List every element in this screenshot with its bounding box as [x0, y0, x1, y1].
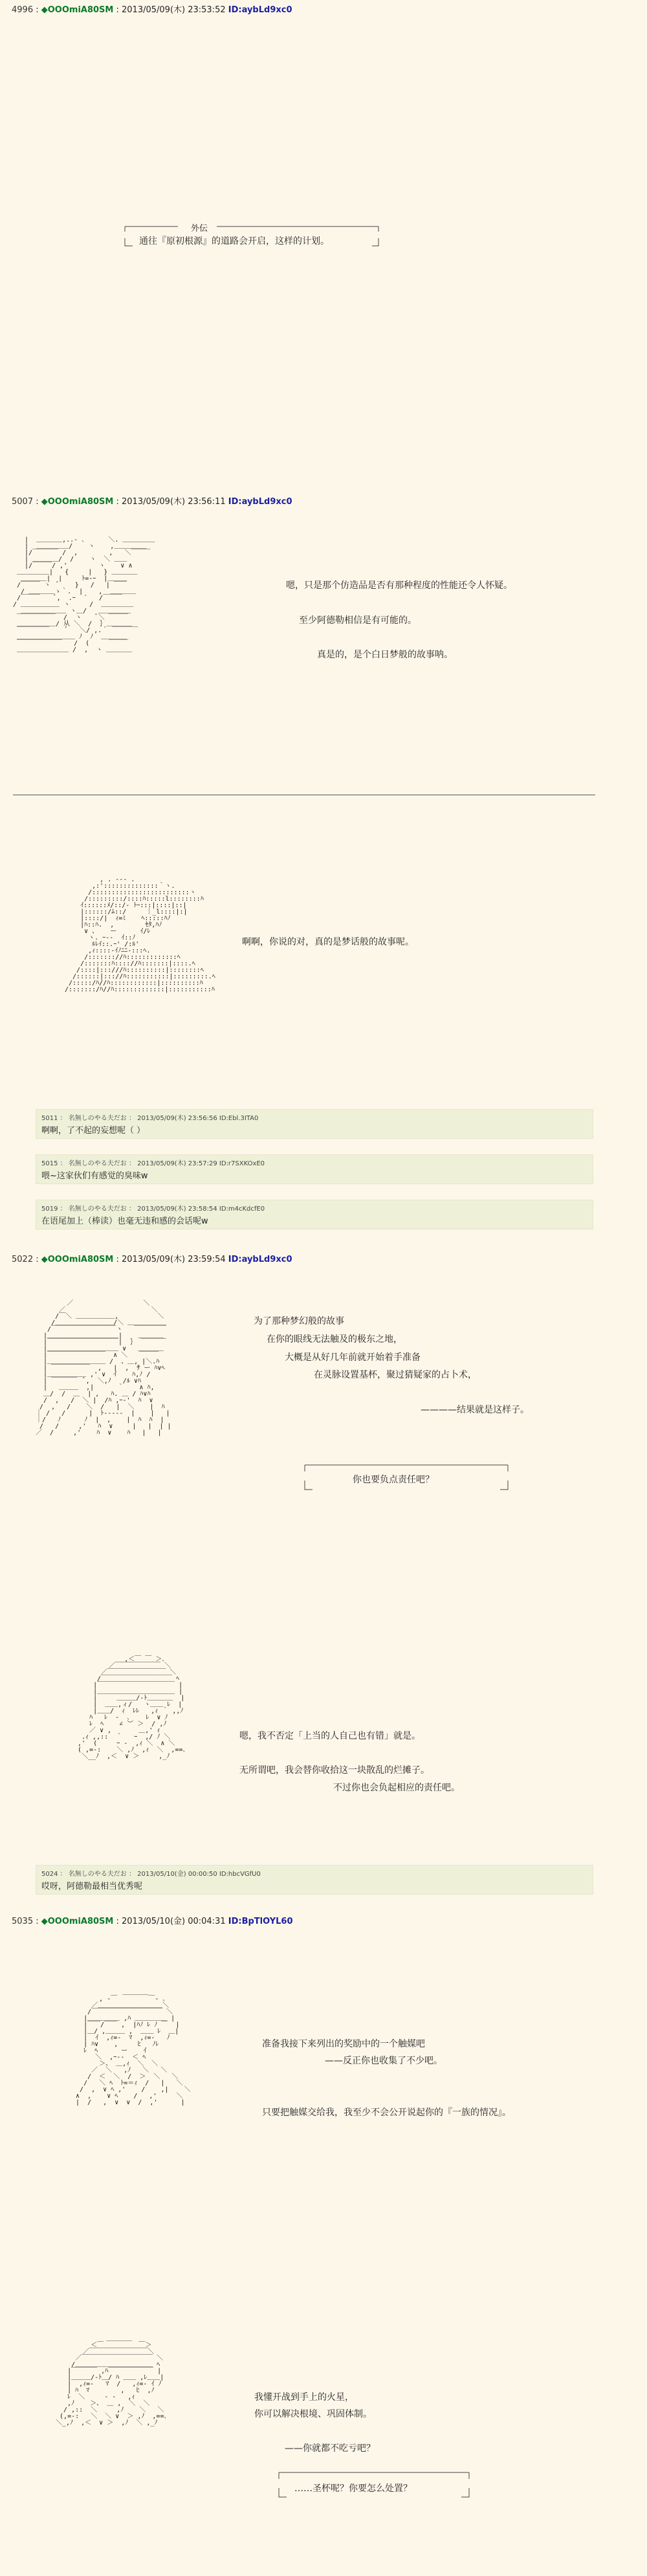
reply-text: 哎呀，阿德勒最相当优秀呢	[41, 1882, 143, 1891]
reply-meta: 5019 ： 名無しのやる夫だお ： 2013/05/09(木) 23:58:54 ID:m4cKdcfE0	[41, 1205, 265, 1213]
speech-bubble	[275, 2469, 476, 2507]
post-header: 5007 : ◆OOOmiA80SM : 2013/05/09(木) 23:56:11 ID:aybLd9xc0	[12, 497, 292, 507]
narration-line: 在灵脉设置基杯，聚过猜疑家的占卜术，	[314, 1370, 477, 1380]
narration-line: 大概是从好几年前就开始着手准备	[285, 1352, 421, 1363]
reply-box	[36, 1154, 593, 1184]
ascii-art: ／ ＼ ／ ＼ /￣＼ ＿＿＿＿＿＿, ＼ /＿＿＿＿＿＿＿＿＿/＼ ＿＿＿＿＿＿ /￣￣￣￣￣￣￣￣￣￣ヽ ￣￣￣￣￣ |＿＿＿＿＿＿＿＿＿＿＿| ＿＿＿＿ |￣￣￣￣￣￣￣￣￣￣￣| ｝ ￣￣￣￣ |＿＿＿＿＿＿＿＿＿＿＿ ∨ ＿＿＿＿ |￣￣￣￣￣￣￣￣￣ ∧ ＼ ￣￣￣ |＿＿＿＿＿＿＿＿＿ / 、＿, |＼.ﾊ | ￣￣￣￣￣￣ , | , ｻ ー ﾊ∨ﾍ |＿＿＿＿＿＿ ,' ∨ ｲ ﾊ,ﾉ / | ￣￣￣￣ ﾞ, ＼,ﾉ /ﾙ ∨ﾊ | ＿＿＿ ,| ｀ ∧ ﾊ, ＿/ / ＿ | , ﾊ. ＿ / ﾊ∨ﾊ / , / ＼ | /ﾊ ,ｰ-' ﾊ ∨ / , / ＼ / | ＼ | ﾊ ｜ / / | ﾄ----- | | | ｜/ ﾉ ﾉ | , | ﾊ ﾊ | / / ,' ﾊ ∨ | | | | ／ / ,' ﾊ ∨ ﾊ | |	[36, 1300, 171, 1437]
narration-line: ——反正你也收集了不少吧。	[325, 2056, 443, 2066]
separator: :	[113, 5, 122, 15]
narration-line: ——你就都不吃亏吧？	[285, 2443, 375, 2454]
post-header	[12, 3, 292, 15]
ascii-art: ＿＿＿＿ ＜￣ ￣＞ ／￣￣￣￣￣￣￣￣￣＼ ／￣￣￣￣￣￣￣￣￣￣￣ ＼ /＿＿＿＿＿＿＿＿＿＿＿＿ ﾍ |￣￣￣￣ ,ﾊ￣￣￣￣￣￣￣ | |＿＿＿/‐ﾄ＿/ ﾊ ＿＿ ,ﾚ＿＿| | ,ｨ=- ﾏ / ,ｨ=- ｲ ﾉ | ﾊ ﾏ , ﾋ ,ﾉ ﾚ ＼ ‐ ‐ ,ｨ ,ﾉ ＞、 ＿ , ＼ ＼ / ,:: ＼ ,ﾉ ＼ ＼ (,=-: ＼ ＼ ∨ ＞ ,ﾉ ,==､ ＼_,ﾉ ,＜ ∨ ＞ ,ﾉ ＼ ,_ﾉ	[56, 2335, 168, 2427]
poster-id[interactable]: ID:aybLd9xc0	[228, 497, 292, 507]
narration-line: ————结果就是这样子。	[421, 1405, 529, 1415]
reply-text: 啊啊，了不起的妄想呢（ ）	[41, 1126, 146, 1136]
narration-line: 无所谓吧，我会替你收拾这一块散乱的烂摊子。	[239, 1765, 430, 1776]
reply-box	[36, 1109, 593, 1139]
bubble-text: 你也要负点责任吧？	[353, 1475, 434, 1485]
post-header: 5022 : ◆OOOmiA80SM : 2013/05/09(木) 23:59:54 ID:aybLd9xc0	[12, 1255, 292, 1264]
reply-meta: 5011 ： 名無しのやる夫だお ： 2013/05/09(木) 23:56:56 ID:Ebl.3ITA0	[41, 1115, 259, 1122]
post-date: 2013/05/10(金) 00:04:31	[122, 1917, 226, 1926]
reply-box	[36, 1865, 593, 1895]
post-number[interactable]: 5007	[12, 497, 34, 507]
bubble-title: 外伝	[191, 224, 208, 234]
reply-meta: 5015 ： 名無しのやる夫だお ： 2013/05/09(木) 23:57:29 ID:r7SXKOxE0	[41, 1160, 265, 1167]
narration-line: 不过你也会负起相应的责任吧。	[333, 1783, 460, 1793]
narration-line: 我懂开战到手上的火星，	[254, 2392, 354, 2403]
narration-line: 嗯，只是那个仿造品是否有那种程度的性能还令人怀疑。	[286, 580, 512, 591]
bubble-text: 通往『原初根源』的道路会开启，这样的计划。	[139, 236, 329, 247]
post-number[interactable]: 4996	[12, 5, 34, 15]
poster-id[interactable]: ID:BpTlOYL60	[228, 1917, 293, 1926]
speech-bubble	[301, 1461, 514, 1500]
ascii-art: ＿＿＿＿ , ‐￣ ￣‐ ､ ／＿＿＿＿＿＿＿＿＿＿＼ /￣￣￣￣￣￣￣￣￣￣￣ ＼ |＿＿＿＿＿ ,ﾊ ＿＿＿＿＿ | |￣￣/￣￣ , |ﾊﾉ ﾚ ﾉ ￣ | |＿/ ,＿＿＿ , ＿＿ ﾚ ＿| | ｲ ,ｨ=- ﾏ ,ｨ=- ﾉ | ﾊ∨ , ﾋ ﾉﾚ ﾚ ﾍ ー ｲ ＼ ,ｰ-- ＜ ﾍ ＞、 ＿,ｨ ＼ ＼ ／ ＼ ,ﾉ ＼ ＼ / ＜ ＼ / ＞ ＼ ＼ / ＼ ﾍ ﾄ=＝ｨ / | ＼ / , ∨ ﾍ ,' / ,| ＼ ∧ , ∨ ﾍ / ,' ＼ | / , ∨ ∨ / ,' |	[76, 1989, 191, 2106]
ascii-art: ,＜￣ ￣ ＞､ ／￣￣￣￣￣￣￣ ＼ ／￣￣￣￣￣￣￣￣￣ ＼ /￣￣￣￣￣￣￣￣￣￣￣ ﾍ |￣￣￣￣￣￣￣￣￣￣￣￣ | |＿＿＿＿＿＿＿＿＿＿＿＿ | | ＿＿＿/‐ﾄ＿＿＿＿ | | ＿＿,ィ/ ヽ＿＿ ﾚ | |＿＿/ ｨ ﾚﾚ ,ｨ ｀ ,,ﾉ ﾊ ﾚ ‐ ､ ﾚ ∨ ﾉ ﾚ ﾍ ∠ ︶ ＞ / ,ﾉ ／ ∨ , ＿,' ｨ .ｨ ,,:: ｀ ｰ ,/ ﾉ ＼ ,' ( ｰ ‐ ,ｨ ＼ ∧ ＼ ( ,=-: ＼ ,ﾉ ,ｨ ＼ ,==､ ＼__ﾉ ,＜ ∨ ＞ ,_ﾉ	[78, 1656, 186, 1760]
narration-line: 为了那种梦幻般的故事	[254, 1316, 344, 1327]
post-date: 2013/05/09(木) 23:59:54	[122, 1255, 226, 1264]
narration-line: 啊啊，你说的对，真的是梦话般的故事呢。	[242, 937, 414, 947]
narration-line: 真是的，是个白日梦般的故事呐。	[317, 650, 453, 660]
narration-line: 准备我接下来列出的奖励中的一个触媒吧	[262, 2039, 425, 2049]
post-date: 2013/05/09(木) 23:53:52	[122, 5, 226, 15]
reply-box	[36, 1200, 593, 1229]
bubble-text: ……圣杯呢？你要怎么处置？	[294, 2483, 412, 2494]
post-number[interactable]: 5035	[12, 1917, 34, 1926]
poster-id[interactable]: ID:aybLd9xc0	[228, 1255, 292, 1264]
reply-text: 喂~这家伙们有感觉的臭味w	[41, 1171, 148, 1181]
poster-name: ◆OOOmiA80SM	[41, 1917, 114, 1926]
narration-line: 至少阿德勒相信是有可能的。	[299, 615, 417, 626]
narration-line: 嗯，我不否定「上当的人自己也有错」就是。	[239, 1731, 421, 1741]
poster-id[interactable]: ID:aybLd9xc0	[228, 5, 292, 15]
post-date: 2013/05/09(木) 23:56:11	[122, 497, 226, 507]
narration-line: 只要把触媒交给我，我至少不会公开说起你的『一族的情况』。	[262, 2108, 511, 2118]
separator: :	[33, 5, 41, 15]
ascii-art: , . -‐- . ,:'::::::::::::::｀ヽ. /:::::::::::::::::::::::::ヽ /:::::::::/::::ﾊ:::::l::::::::ﾊ ｲ::::::ﾒ/::/‐ ﾄｰ:::|::::|::| |::::::/ﾑ::/ ｜_l::::|:| |::::/| ｨ=ﾐ ﾍ:::::ﾊﾉ |ﾊ::ﾊ. , ｾﾀ,ﾊﾉ ∨ 、 ー ｲ/ﾚ ヽ. ｰ-- ｲ::ﾉ ﾙﾚｲ::.ｰ' /:ﾙ' ,ｨ::::-ｲﾉﾆﾆ-:::ﾍ. /::::::://ﾊ:::::::::::::ﾍ /:::::::ﾊ:::://ﾊ:::::::|::::.ﾍ /::::|:::///ﾊ::::::::::|::::::::ﾍ /::::::|::://ﾊ:::::::::::|:::::::::.ﾍ /:::::/ﾊ//ﾊ::::::::::::|::::::::::ﾊ /:::::::/ﾊ//ﾊ:::::::::::::|:::::::::::ﾊ	[65, 876, 215, 993]
reply-meta: 5024 ： 名無しのやる夫だお ： 2013/05/10(金) 00:00:50 ID:hbcVGfU0	[41, 1871, 261, 1878]
narration-line: 你可以解决根境、巩固体制。	[254, 2409, 372, 2419]
poster-name: ◆OOOmiA80SM	[41, 1255, 114, 1264]
narration-line: 在你的眼线无法触及的极东之地，	[267, 1334, 402, 1345]
poster-name: ◆OOOmiA80SM	[41, 5, 114, 15]
poster-name: ◆OOOmiA80SM	[41, 497, 114, 507]
ascii-art: | ＿＿＿＿,..- ､ ＼. ＿＿＿＿＿ | ＿＿＿＿＿/ ヽ ,＿＿＿＿＿ |/￣￣￣￣ / , , ＼￣￣￣ | ＿＿＿＿/ / ヽ ＼ ＿＿ |/￣￣￣/ ,' ヽ ∨ ∧ ＿＿＿＿＿| { | } ＿＿＿＿ ＿＿＿＿| | ﾄ=-ｰ |＿＿＿ /￣￣￣ ヽ ﾞ } / | ￣￣ / ＿＿＿＿ゝ｀. | , ＿＿＿＿ /￣￣￣ ﾞ, .ｰ ´ /￣￣￣ / ＿＿＿＿＿＿ ヽ / ＿＿＿＿＿ ＿＿＿＿＿＿＿ ヽ＿/ ＿＿＿＿＿ ￣￣￣￣￣￣ / ヽ ﾞ＼ ￣￣￣ ＿＿＿＿＿＿/ 从 ＼ / ｝＿＿＿＿ ￣￣￣￣￣ ﾞ ＼/ ,.｀ ￣￣￣￣ ＿＿＿＿＿＿＿＿＿ ﾉ ﾉ ＿＿＿＿ ￣￣￣￣￣￣￣ / ( ￣￣￣ ＿＿＿＿＿＿＿＿ / , ヽ ＿＿＿＿	[13, 536, 155, 654]
post-header: 5035 : ◆OOOmiA80SM : 2013/05/10(金) 00:04:31 ID:BpTlOYL60	[12, 1917, 293, 1926]
post-number[interactable]: 5022	[12, 1255, 34, 1264]
reply-text: 在语尾加上（棒读）也毫无违和感的会话呢w	[41, 1216, 208, 1226]
speech-bubble	[120, 220, 391, 259]
